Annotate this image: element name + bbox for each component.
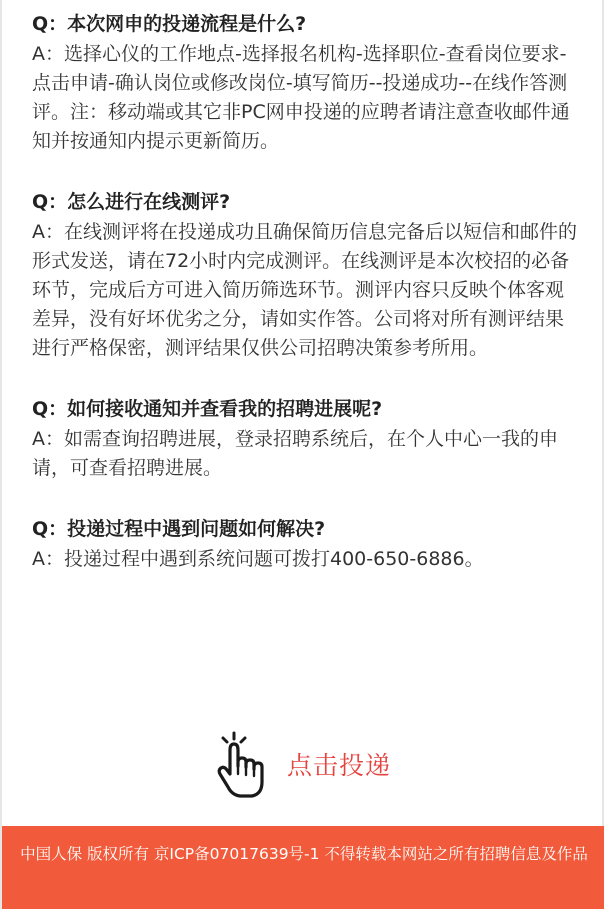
faq-item-flow	[32, 10, 582, 156]
faq-answer: A：投递过程中遇到系统问题可拨打400-650-6886。	[32, 548, 484, 570]
apply-button[interactable]	[212, 726, 412, 802]
faq-item-progress	[32, 395, 582, 483]
faq-answer: A：如需查询招聘进展，登录招聘系统后，在个人中心一我的申请，可查看招聘进展。	[32, 428, 558, 479]
faq-question: Q：投递过程中遇到问题如何解决?	[32, 518, 326, 540]
pointing-hand-icon	[212, 730, 278, 800]
apply-label[interactable]: 点击投递	[287, 751, 392, 780]
faq-question: Q：怎么进行在线测评?	[32, 191, 231, 213]
faq-question: Q：如何接收通知并查看我的招聘进展呢?	[32, 398, 383, 420]
apply-area	[2, 726, 604, 806]
faq-answer: A：在线测评将在投递成功且确保简历信息完备后以短信和邮件的形式发送，请在72小时内完成测评。在线测评是本次校招的必备环节，完成后方可进入简历筛选环节。测评内容只反映个体客观差异，没有好坏优劣之分，请如实作答。公司将对所有测评结果进行严格保密，测评结果仅供公司招聘决策参考所用。	[32, 221, 577, 359]
faq-question: Q：本次网申的投递流程是什么?	[32, 13, 307, 35]
faq-list	[32, 10, 582, 606]
faq-answer: A：选择心仪的工作地点-选择报名机构-选择职位-查看岗位要求-点击申请-确认岗位或修改岗位-填写简历--投递成功--在线作答测评。注：移动端或其它非PC网申投递的应聘者请注意查收邮件通知并按通知内提示更新简历。	[32, 43, 570, 152]
faq-item-assessment	[32, 188, 582, 363]
copyright-text: 中国人保 版权所有 京ICP备07017639号-1 不得转载本网站之所有招聘信息及作品	[20, 845, 588, 863]
faq-item-problems	[32, 515, 582, 574]
footer	[2, 826, 604, 909]
